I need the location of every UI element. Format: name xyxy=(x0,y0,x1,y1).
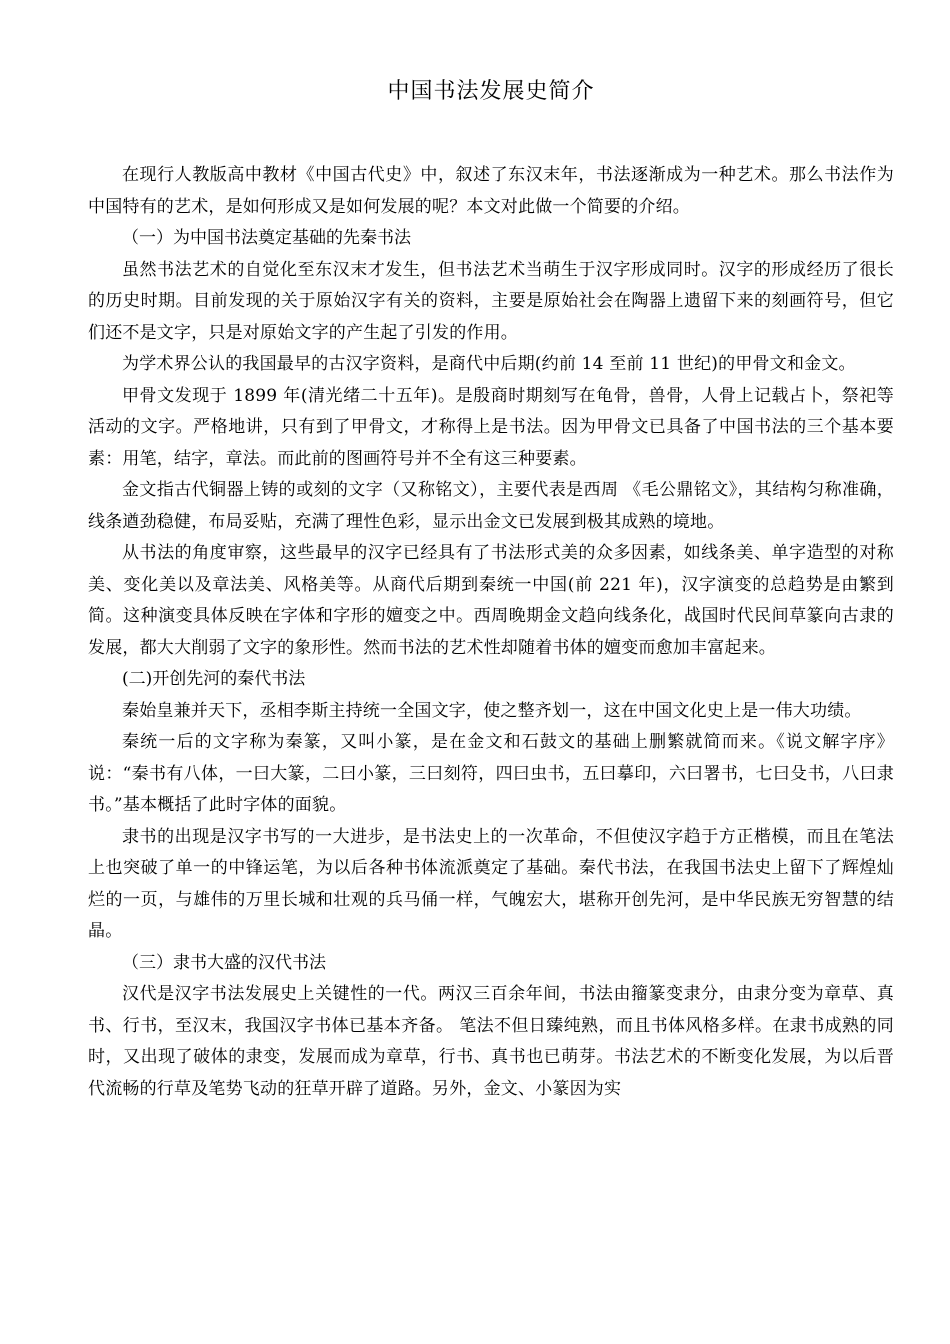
document-body xyxy=(88,160,894,1105)
body-paragraph: 秦统一后的文字称为秦篆，又叫小篆，是在金文和石鼓文的基础上删繁就简而来。《说文解字序》说：“秦书有八体，一曰大篆，二曰小篆，三曰刻符，四曰虫书，五曰摹印，六曰署书，七曰殳书，八曰隶书。”基本概括了此时字体的面貌。 xyxy=(88,732,894,815)
body-paragraph: 在现行人教版高中教材《中国古代史》中，叙述了东汉末年，书法逐渐成为一种艺术。那么书法作为中国特有的艺术，是如何形成又是如何发展的呢？本文对此做一个简要的介绍。 xyxy=(88,165,894,217)
body-paragraph: 汉代是汉字书法发展史上关键性的一代。两汉三百余年间，书法由籀篆变隶分，由隶分变为章草、真书、行书，至汉末，我国汉字书体已基本齐备。 笔法不但日臻纯熟，而且书体风格多样。在隶书成熟的同时，又出现了破体的隶变，发展而成为章草，行书、真书也已萌芽。书法艺术的不断变化发展，为以后晋代流畅的行草及笔势飞动的狂草开辟了道路。另外，金文、小篆因为实 xyxy=(88,984,894,1099)
body-paragraph: 金文指古代铜器上铸的或刻的文字（又称铭文），主要代表是西周 《毛公鼎铭文》，其结构匀称准确，线条遒劲稳健，布局妥贴，充满了理性色彩，显示出金文已发展到极其成熟的境地。 xyxy=(88,480,894,532)
body-paragraph: 秦始皇兼并天下，丞相李斯主持统一全国文字，使之整齐划一，这在中国文化史上是一伟大功绩。 xyxy=(122,700,862,721)
body-paragraph: 虽然书法艺术的自觉化至东汉末才发生，但书法艺术当萌生于汉字形成同时。汉字的形成经历了很长的历史时期。目前发现的关于原始汉字有关的资料，主要是原始社会在陶器上遗留下来的刻画符号，但它们还不是文字，只是对原始文字的产生起了引发的作用。 xyxy=(88,259,894,343)
body-paragraph: 从书法的角度审察，这些最早的汉字已经具有了书法形式美的众多因素，如线条美、单字造型的对称美、变化美以及章法美、风格美等。从商代后期到秦统一中国(前 221 年)，汉字演变的总趋势是由繁到简。这种演变具体反映在字体和字形的嬗变之中。西周晚期金文趋向线条化，战国时代民间草篆向古隶的发展，都大大削弱了文字的象形性。然而书法的艺术性却随着书体的嬗变而愈加丰富起来。 xyxy=(88,543,894,658)
body-paragraph: 为学术界公认的我国最早的古汉字资料，是商代中后期(约前 14 至前 11 世纪)的甲骨文和金文。 xyxy=(122,354,856,374)
section-heading: （三）隶书大盛的汉代书法 xyxy=(122,952,326,973)
section-heading: (二)开创先河的秦代书法 xyxy=(122,669,306,689)
body-paragraph: 隶书的出现是汉字书写的一大进步，是书法史上的一次革命，不但使汉字趋于方正楷模，而且在笔法上也突破了单一的中锋运笔，为以后各种书体流派奠定了基础。秦代书法，在我国书法史上留下了辉煌灿烂的一页，与雄伟的万里长城和壮观的兵马俑一样，气魄宏大，堪称开创先河，是中华民族无穷智慧的结晶。 xyxy=(88,826,894,941)
body-paragraph: 甲骨文发现于 1899 年(清光绪二十五年)。是殷商时期刻写在龟骨，兽骨，人骨上记载占卜，祭祀等活动的文字。严格地讲，只有到了甲骨文，才称得上是书法。因为甲骨文已具备了中国书法的三个基本要素：用笔，结字，章法。而此前的图画符号并不全有这三种要素。 xyxy=(88,385,894,469)
document-title: 中国书法发展史简介 xyxy=(387,79,595,104)
section-heading: （一）为中国书法奠定基础的先秦书法 xyxy=(122,228,411,248)
document-page xyxy=(88,72,894,1105)
